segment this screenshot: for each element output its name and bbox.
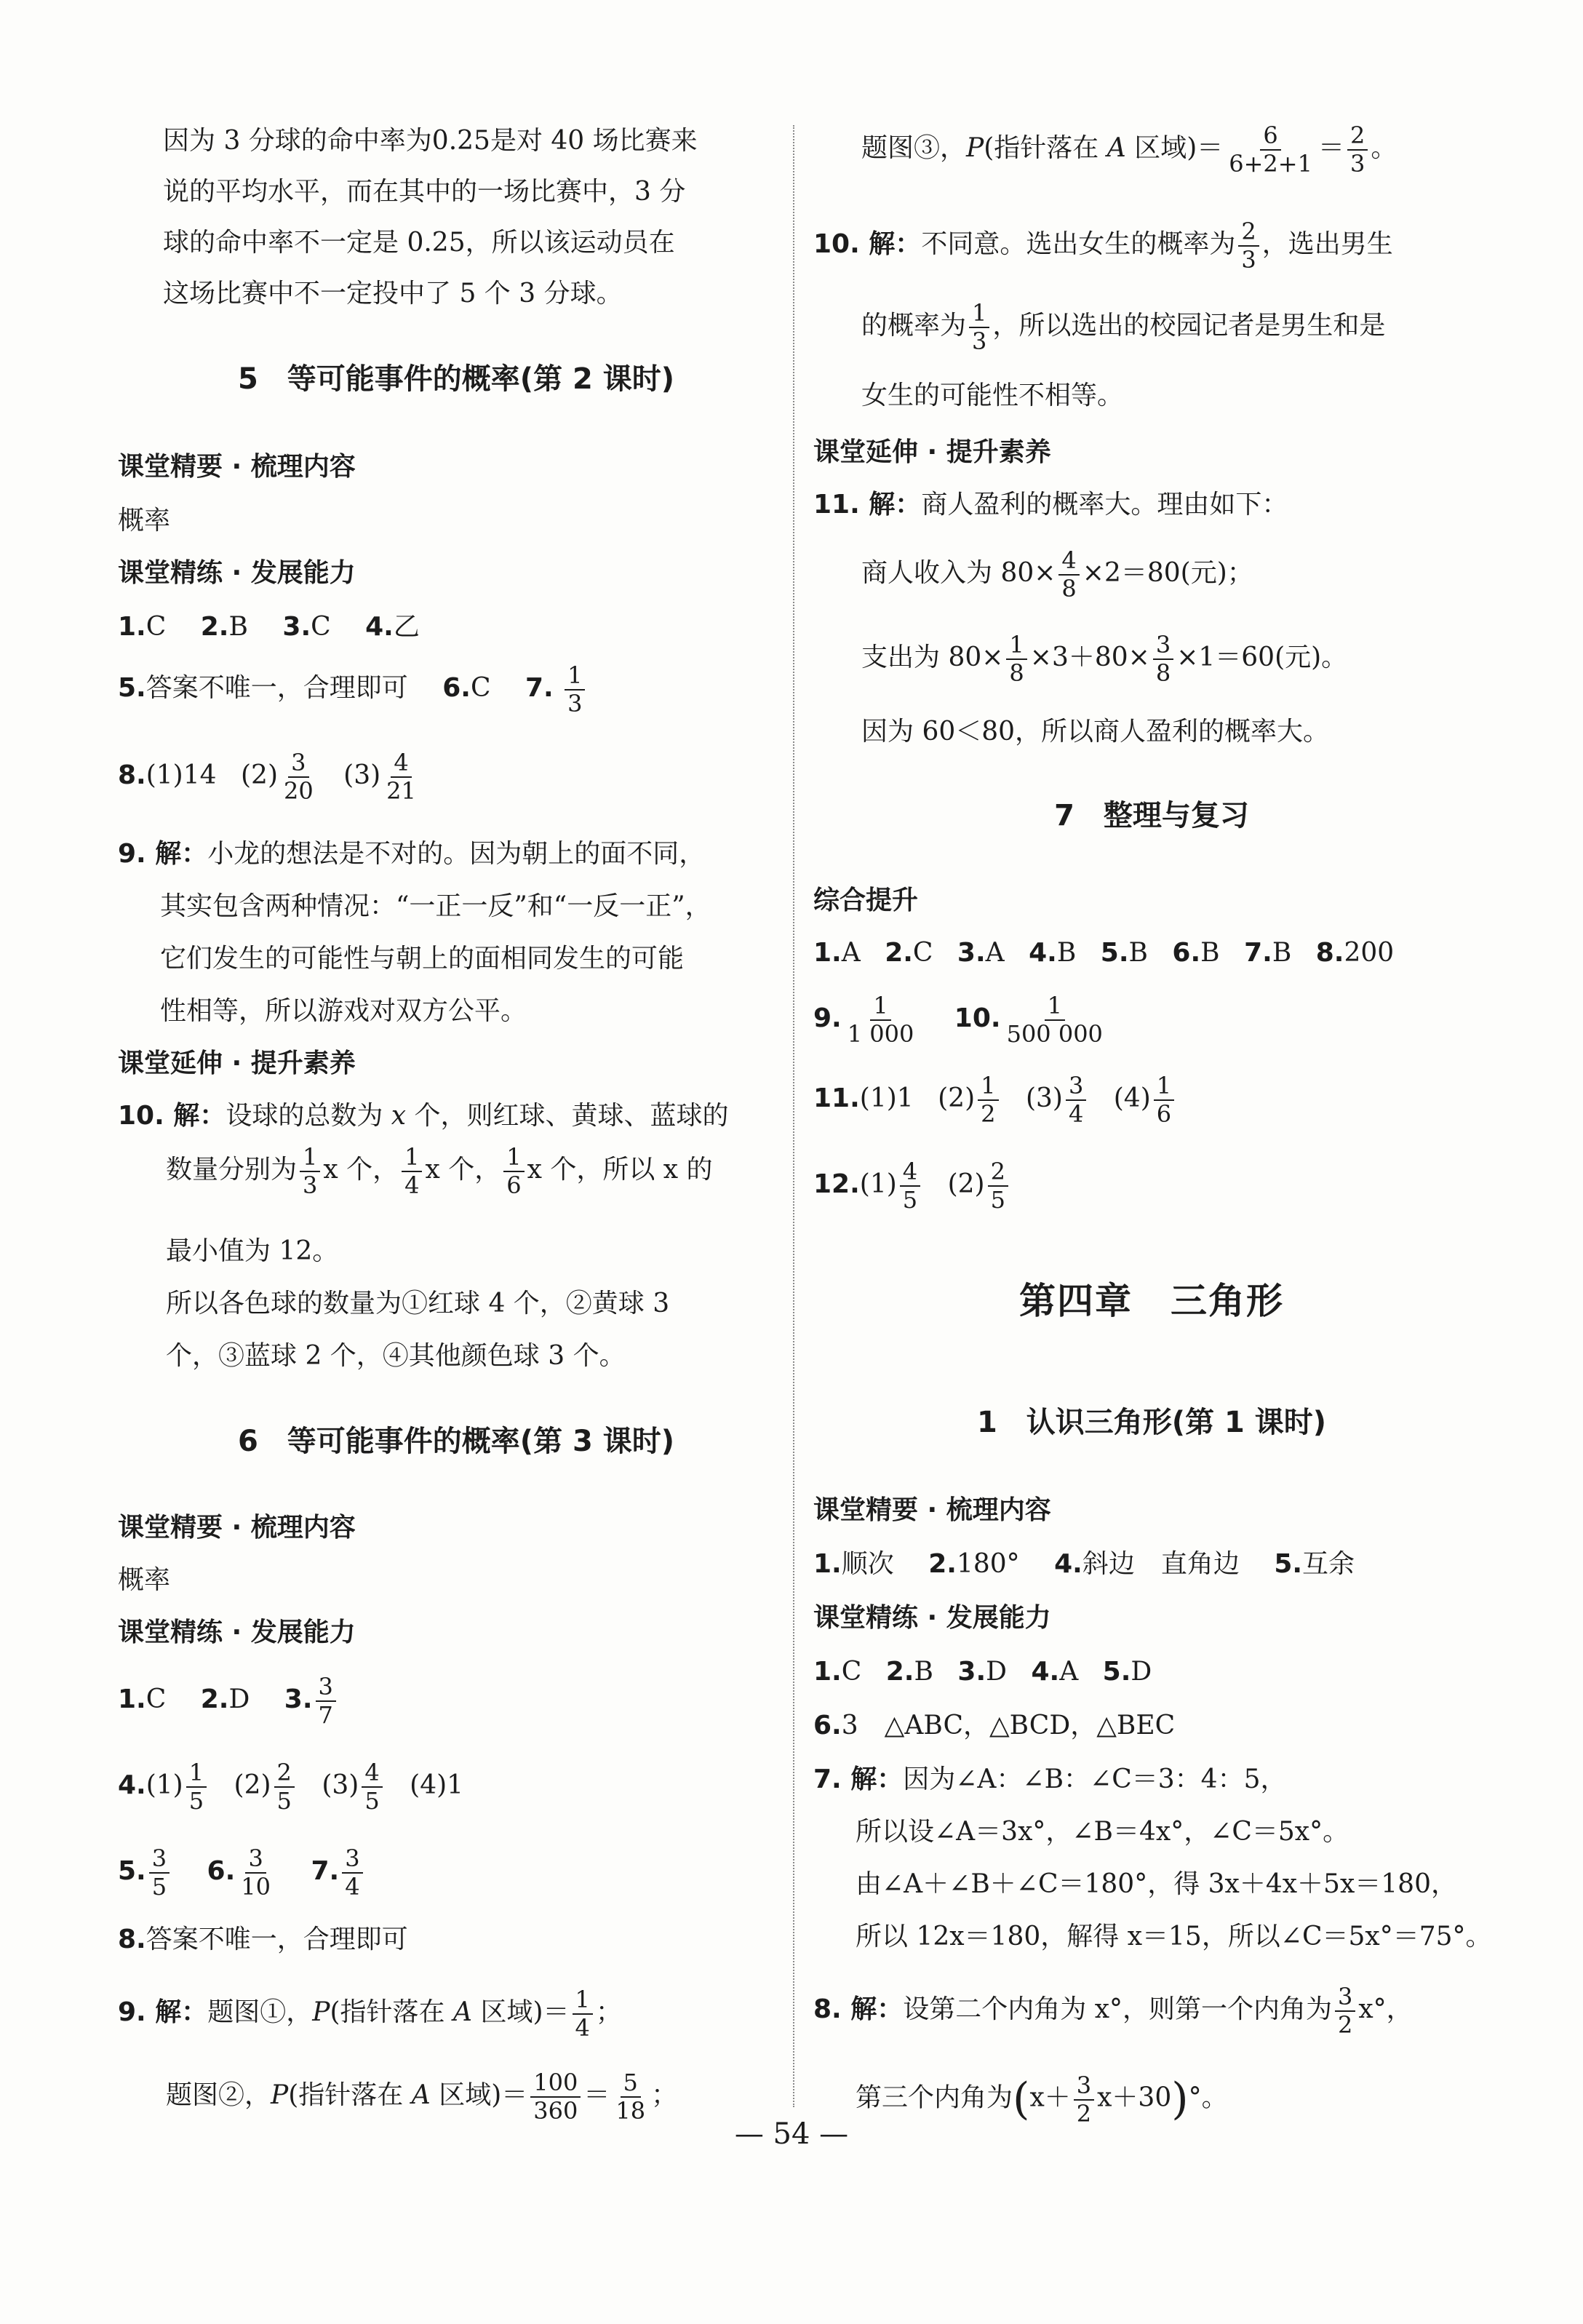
section-heading: 课堂精要 · 梳理内容 bbox=[813, 1495, 1051, 1525]
answer-line: 商人收入为 80× $\frac{4}{8}$ ×2＝80(元)； bbox=[861, 546, 1253, 602]
fraction: $\frac{100}{360}$ bbox=[530, 2069, 581, 2125]
lesson-heading: 1 认识三角形(第 1 课时) bbox=[976, 1406, 1327, 1439]
answer-line: 11. 解：商人盈利的概率大。理由如下： bbox=[813, 490, 1288, 520]
fraction: $\frac{3}{4}$ bbox=[1066, 1073, 1086, 1128]
answer-line: 5. $\frac{3}{5}$ 6. $\frac{3}{10}$ 7. $\frac{3}{4}$ bbox=[118, 1845, 794, 1901]
text-line: 因为 60＜80，所以商人盈利的概率大。 bbox=[861, 717, 1330, 747]
section-heading: 综合提升 bbox=[813, 886, 919, 915]
answer-line: 1.A 2.C 3.A 4.B 5.B 6.B 7.B 8.200 bbox=[813, 938, 1395, 968]
answer-line: 数量分别为 $\frac{1}{3}$ x 个， $\frac{1}{4}$ x 个， $\frac{1}{6}$ x 个，所以 x 的 bbox=[166, 1143, 713, 1199]
answer-line: 1.顺次 2.180° 4.斜边 直角边 5.互余 bbox=[813, 1549, 1355, 1579]
fraction: $\frac{1}{3}$ bbox=[565, 662, 585, 717]
fraction: $\frac{2}{3}$ bbox=[1238, 218, 1259, 274]
fraction: $\frac{3}{4}$ bbox=[342, 1845, 362, 1901]
fraction: $\frac{2}{5}$ bbox=[274, 1759, 295, 1815]
fraction: $\frac{3}{7}$ bbox=[316, 1674, 336, 1729]
fraction: $\frac{4}{5}$ bbox=[362, 1759, 382, 1815]
text-line: 这场比赛中不一定投中了 5 个 3 分球。 bbox=[163, 279, 623, 309]
fraction: $\frac{4}{5}$ bbox=[900, 1158, 920, 1214]
fraction: $\frac{3}{20}$ bbox=[284, 749, 314, 805]
fraction: $\frac{1}{4}$ bbox=[573, 1986, 593, 2042]
fraction: $\frac{3}{2}$ bbox=[1074, 2072, 1094, 2128]
text-line: 由∠A＋∠B＋∠C＝180°，得 3x＋4x＋5x＝180， bbox=[856, 1869, 1457, 1899]
text-line: 它们发生的可能性与朝上的面相同发生的可能 bbox=[160, 944, 685, 974]
answer-line: 8.答案不唯一，合理即可 bbox=[118, 1925, 408, 1954]
lesson-heading: 7 整理与复习 bbox=[1054, 799, 1249, 832]
chapter-title: 第四章 三角形 bbox=[1019, 1279, 1284, 1322]
fraction: $\frac{2}{5}$ bbox=[988, 1158, 1008, 1214]
text-line: 其实包含两种情况：“一正一反”和“一反一正”， bbox=[160, 891, 711, 921]
fraction: $\frac{1}{3}$ bbox=[300, 1144, 320, 1199]
fraction: $\frac{1}{8}$ bbox=[1006, 632, 1026, 687]
answer-line: 6.3 △ABC，△BCD，△BEC bbox=[813, 1711, 1176, 1740]
fraction: $\frac{3}{2}$ bbox=[1335, 1983, 1355, 2039]
fraction: $\frac{4}{21}$ bbox=[386, 749, 416, 805]
fraction: $\frac{6}{6+2+1}$ bbox=[1229, 122, 1312, 178]
fraction: $\frac{3}{8}$ bbox=[1153, 632, 1173, 687]
answer-line: 9. $\frac{1}{1 000}$ 10. $\frac{1}{500 000}$ bbox=[813, 992, 1490, 1048]
lesson-heading: 6 等可能事件的概率(第 3 课时) bbox=[237, 1425, 675, 1458]
answer-line: 1.C 2.B 3.C 4.乙 bbox=[118, 612, 420, 642]
text-line: 个，③蓝球 2 个，④其他颜色球 3 个。 bbox=[166, 1341, 626, 1371]
section-heading: 课堂精要 · 梳理内容 bbox=[118, 1513, 356, 1543]
fraction: $\frac{1}{6}$ bbox=[503, 1144, 524, 1199]
text-line: 女生的可能性不相等。 bbox=[861, 381, 1124, 410]
answer-line: 1.C 2.D 3. $\frac{3}{7}$ bbox=[118, 1674, 794, 1729]
answer-line: 11.(1)1 (2) $\frac{1}{2}$ (3) $\frac{3}{4}$ (4) $\frac{1}{6}$ bbox=[813, 1073, 1490, 1128]
answer-line: 10. 解：设球的总数为 x 个，则红球、黄球、蓝球的 bbox=[118, 1101, 729, 1131]
section-heading: 课堂精练 · 发展能力 bbox=[118, 1617, 356, 1647]
lesson-heading: 5 等可能事件的概率(第 2 课时) bbox=[237, 362, 675, 396]
section-heading: 课堂延伸 · 提升素养 bbox=[813, 437, 1051, 467]
answer-line: 9. 解：题图①，P(指针落在 A 区域)＝ $\frac{1}{4}$ ； bbox=[118, 1986, 622, 2042]
answer-line: 概率 bbox=[118, 1565, 171, 1595]
answer-line: 支出为 80× $\frac{1}{8}$ ×3＋80× $\frac{3}{8}$ ×1＝60(元)。 bbox=[861, 631, 1348, 687]
text-line: 所以各色球的数量为①红球 4 个，②黄球 3 bbox=[166, 1289, 670, 1318]
fraction: $\frac{1}{3}$ bbox=[969, 300, 989, 355]
answer-line: 的概率为 $\frac{1}{3}$ ，所以选出的校园记者是男生和是 bbox=[861, 299, 1386, 355]
fraction: $\frac{1}{2}$ bbox=[978, 1073, 998, 1128]
text-line: 最小值为 12。 bbox=[166, 1236, 339, 1266]
answer-line: 5.答案不唯一，合理即可 6.C 7. $\frac{1}{3}$ bbox=[118, 662, 794, 717]
fraction: $\frac{3}{5}$ bbox=[149, 1845, 170, 1901]
answer-line: 7. 解：因为∠A：∠B：∠C＝3：4：5， bbox=[813, 1764, 1287, 1794]
section-heading: 课堂精要 · 梳理内容 bbox=[118, 452, 356, 482]
section-heading: 课堂延伸 · 提升素养 bbox=[118, 1048, 356, 1078]
answer-line: 8.(1)14 (2) $\frac{3}{20}$ (3) $\frac{4}{21}$ bbox=[118, 749, 794, 805]
text-line: 所以 12x＝180，解得 x＝15，所以∠C＝5x°＝75°。 bbox=[856, 1922, 1492, 1951]
answer-line: 题图②，P(指针落在 A 区域)＝ $\frac{100}{360}$ ＝ $\frac{5}{18}$ ； bbox=[166, 2069, 678, 2125]
page-number: — 54 — bbox=[734, 2117, 849, 2151]
text-line: 说的平均水平，而在其中的一场比赛中，3 分 bbox=[163, 177, 686, 207]
text-line: 性相等，所以游戏对双方公平。 bbox=[160, 996, 527, 1026]
fraction: $\frac{1}{4}$ bbox=[402, 1144, 422, 1199]
answer-line: 第三个内角为(x＋ $\frac{3}{2}$ x＋30)°。 bbox=[856, 2071, 1228, 2128]
section-heading: 课堂精练 · 发展能力 bbox=[118, 558, 356, 588]
fraction: $\frac{2}{3}$ bbox=[1347, 122, 1368, 178]
answer-line: 8. 解：设第二个内角为 x°，则第一个内角为 $\frac{3}{2}$ x°， bbox=[813, 1983, 1413, 2039]
text-line: 所以设∠A＝3x°，∠B＝4x°，∠C＝5x°。 bbox=[856, 1817, 1349, 1847]
answer-line: 1.C 2.B 3.D 4.A 5.D bbox=[813, 1657, 1152, 1687]
fraction: $\frac{4}{8}$ bbox=[1058, 547, 1079, 602]
answer-line: 10. 解：不同意。选出女生的概率为 $\frac{2}{3}$ ，选出男生 bbox=[813, 218, 1393, 274]
fraction: $\frac{1}{5}$ bbox=[186, 1759, 207, 1815]
fraction: $\frac{5}{18}$ bbox=[615, 2069, 646, 2125]
answer-line: 4.(1) $\frac{1}{5}$ (2) $\frac{2}{5}$ (3) $\frac{4}{5}$ (4)1 bbox=[118, 1759, 464, 1815]
answer-line: 9. 解：小龙的想法是不对的。因为朝上的面不同， bbox=[118, 839, 706, 869]
text-line: 球的命中率不一定是 0.25，所以该运动员在 bbox=[163, 228, 675, 258]
fraction: $\frac{1}{6}$ bbox=[1154, 1073, 1174, 1128]
fraction: $\frac{1}{500 000}$ bbox=[1006, 992, 1103, 1048]
fraction: $\frac{1}{1 000}$ bbox=[847, 992, 914, 1048]
section-heading: 课堂精练 · 发展能力 bbox=[813, 1603, 1051, 1633]
answer-line: 12.(1) $\frac{4}{5}$ (2) $\frac{2}{5}$ bbox=[813, 1158, 1490, 1214]
answer-line: 题图③，P(指针落在 A 区域)＝ $\frac{6}{6+2+1}$ ＝ $\frac{2}{3}$ 。 bbox=[861, 122, 1397, 178]
text-line: 因为 3 分球的命中率为0.25是对 40 场比赛来 bbox=[163, 126, 698, 156]
fraction: $\frac{3}{10}$ bbox=[241, 1845, 271, 1901]
answer-line: 概率 bbox=[118, 506, 171, 536]
